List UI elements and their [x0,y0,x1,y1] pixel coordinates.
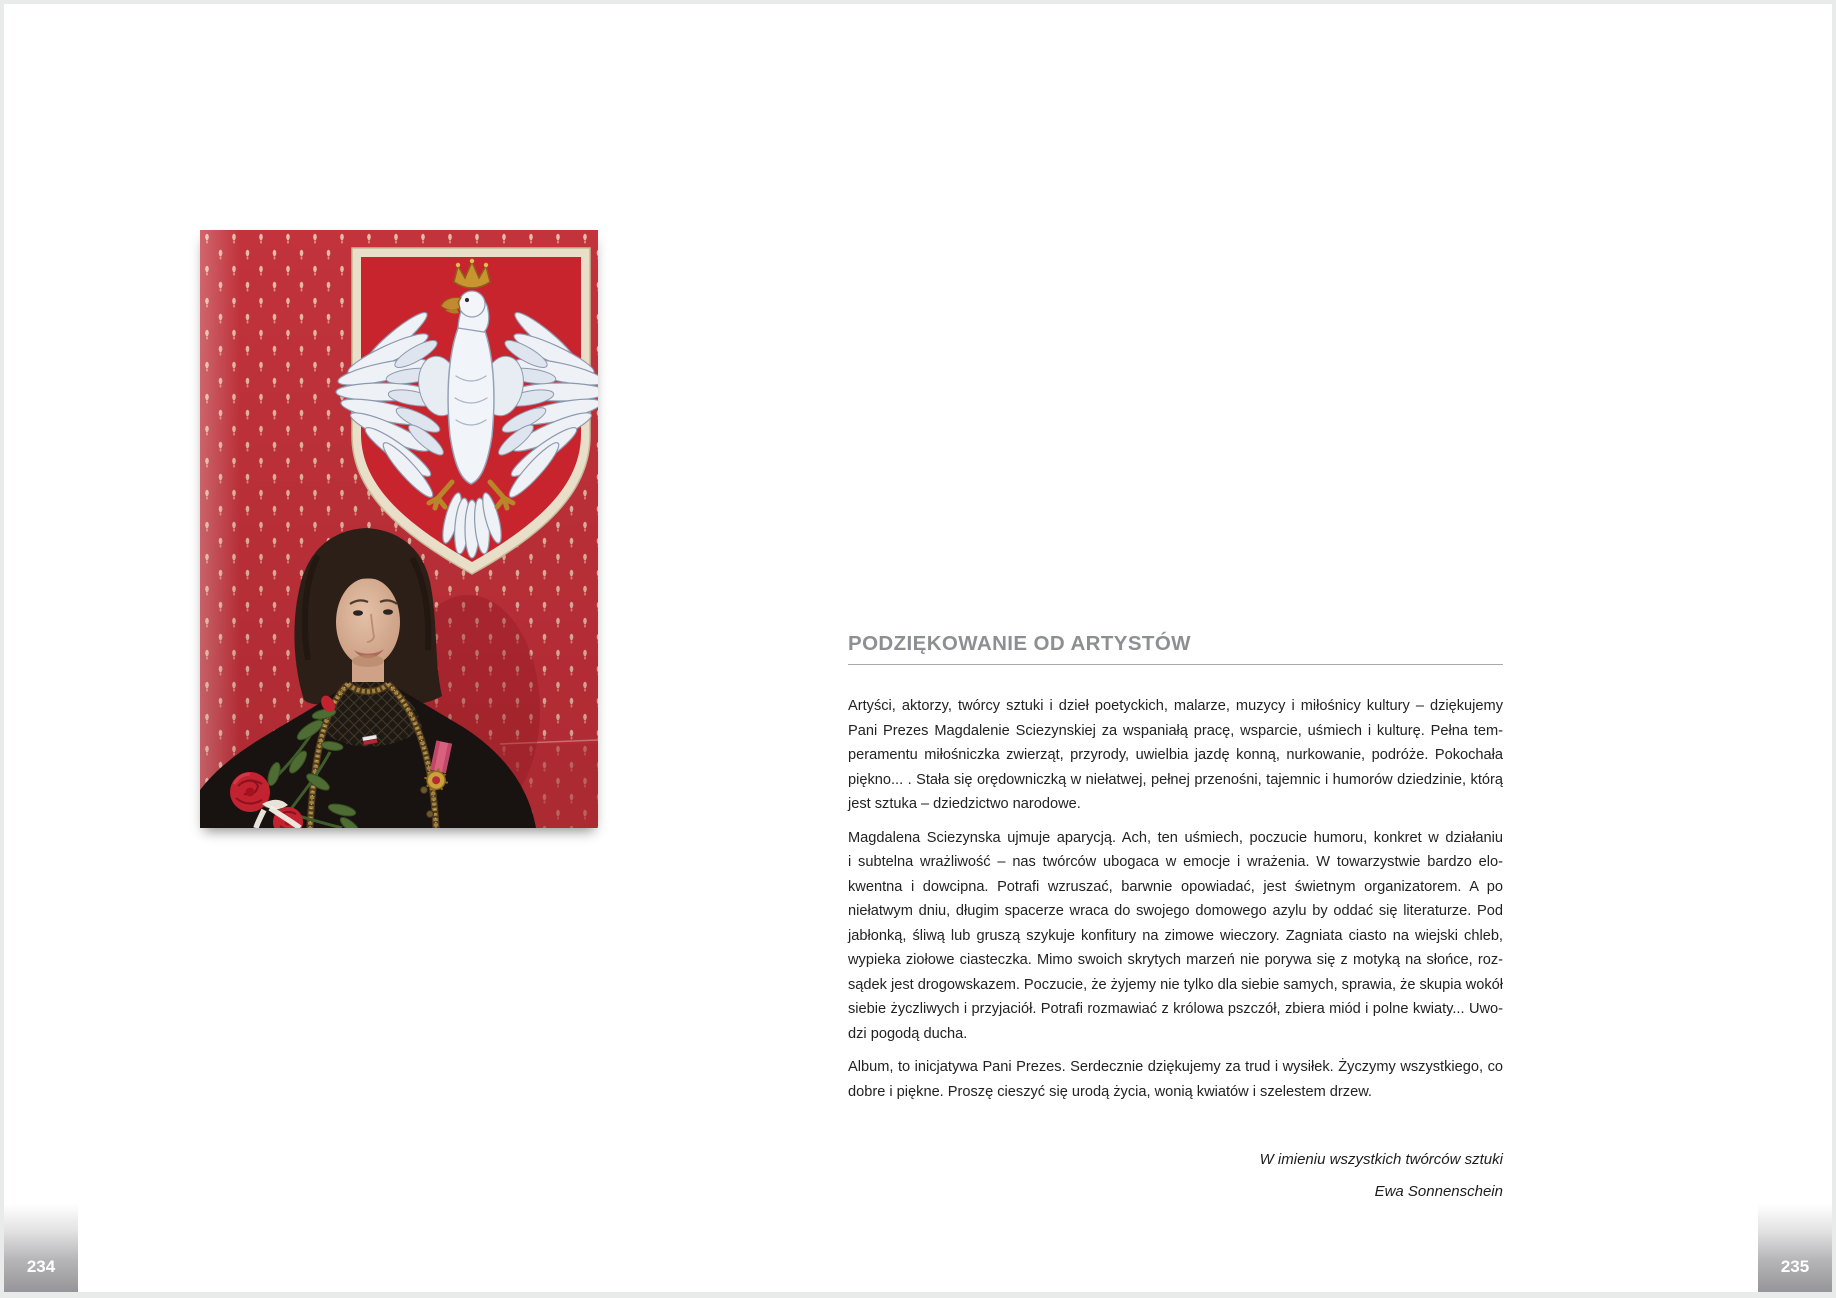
text-line: niełatwym dniu, długim spacerze wraca do swojego domowego azylu by oddać się literaturze. Pod [848,903,1503,919]
text-line: Magdalena Sciezynska ujmuje aparycją. Ach, ten uśmiech, poczucie humoru, konkret w działaniu [848,829,1503,846]
left-eye [353,610,363,616]
text-line: piękno... . Stała się orędowniczką w niełatwej, pełnej przenośni, tajemnic i humorów dziedzinie, którą [848,771,1503,788]
text-line: Pani Prezes Magdalenie Sciezynskiej za wspaniałą pracę, wsparcie, uśmiech i kulturę. Pełna tem- [848,722,1503,739]
text-line: kwentna i dowcipna. Potrafi wzruszać, barwnie opowiadać, jest świetnym organizatorem. A po [848,878,1503,895]
page-number-right [1758,1204,1832,1292]
face [336,578,400,666]
text-line: Album, to inicjatywa Pani Prezes. Serdecznie dziękujemy za trud i wysiłek. Życzymy wszystkiego, co [848,1059,1503,1075]
eagle-eye [465,298,469,302]
signature-block [848,1144,1503,1208]
signature-name: Ewa Sonnenschein [1374,1183,1503,1200]
right-eye [383,609,393,615]
text-line: dzi pogodą ducha. [848,1025,968,1042]
portrait-photo [200,230,598,828]
heading-rule [848,664,1503,665]
text-line: i subtelna wrażliwość – nas twórców ubogaca w emocje i wrażenia. W towarzystwie bardzo elo- [848,854,1503,870]
rose [230,772,270,812]
page-number-left-label: 234 [26,1257,56,1276]
page-number-right-label: 235 [1780,1257,1810,1276]
paragraph [848,1055,1503,1104]
text-line: peramentu miłośniczka zwierząt, przyrody, uwielbia jazdę konną, nurkowanie, podróże. Pokochała [848,747,1503,763]
text-line: jabłonką, śliwą lub gruszą szykuje konfitury na zimowe wieczory. Zagniata ciasto na wiejski chleb, [848,927,1503,944]
article-paragraphs [848,694,1503,1104]
button [421,787,428,794]
text-line: siebie życzliwych i przyjaciół. Potrafi rozmawiać z królowa pszczół, zbiera miód i polne kwiaty... Uwo- [848,1001,1503,1017]
button [427,811,434,818]
signature-role: W imieniu wszystkich twórców sztuki [1259,1151,1503,1168]
text-line: sądek jest drogowskazem. Poczucie, że żyjemy nie tylko dla siebie samych, sprawia, że skupia wokół [848,976,1503,993]
portrait-photo-art [200,230,598,828]
page-number-left [4,1204,78,1292]
text-line: jest sztuka – dziedzictwo narodowe. [848,796,1081,812]
text-line: wypieka ziołowe ciasteczka. Mimo swoich skrytych marzeń nie porywa się z motyką na słońce, roz- [848,952,1503,968]
article [848,632,1503,1208]
paragraph [848,826,1503,1047]
text-line: dobre i piękne. Proszę cieszyć się urodą życia, wonią kwiatów i szelestem drzew. [848,1083,1372,1100]
paragraph [848,694,1503,817]
text-line: Artyści, aktorzy, twórcy sztuki i dzieł poetyckich, malarze, muzycy i miłośnicy kultury – dziękujemy [848,698,1503,714]
article-heading: PODZIĘKOWANIE OD ARTYSTÓW [848,632,1191,655]
